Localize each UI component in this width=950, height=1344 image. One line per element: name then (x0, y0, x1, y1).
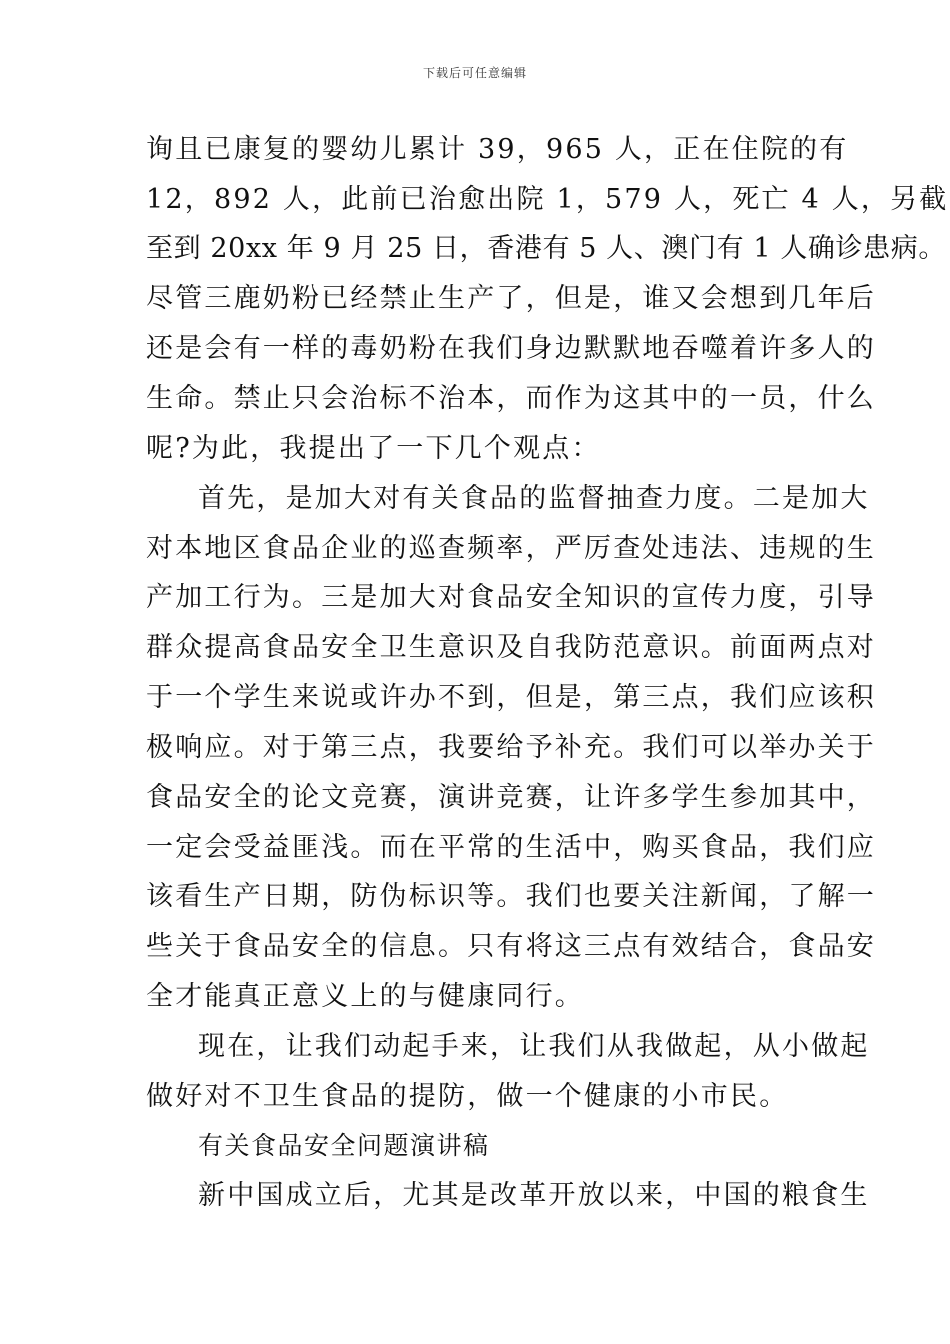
paragraph-first-line: 首先，是加大对有关食品的监督抽查力度。二是加大 (198, 483, 870, 514)
text-line: 该看生产日期，防伪标识等。我们也要关注新闻，了解一 (146, 881, 876, 912)
section-title: 有关食品安全问题演讲稿 (198, 1131, 490, 1160)
page-header-note: 下载后可任意编辑 (422, 66, 527, 80)
text-line: 全才能真正意义上的与健康同行。 (146, 981, 584, 1012)
text-line: 至到 20xx 年 9 月 25 日，香港有 5 人、澳门有 1 人确诊患病。 (146, 233, 946, 264)
text-line: 呢?为此，我提出了一下几个观点： (146, 433, 601, 464)
text-line: 询且已康复的婴幼儿累计 39，965 人，正在住院的有 (146, 134, 849, 165)
text-line: 做好对不卫生食品的提防，做一个健康的小市民。 (146, 1081, 789, 1112)
text-line: 群众提高食品安全卫生意识及自我防范意识。前面两点对 (146, 632, 876, 663)
text-line: 食品安全的论文竞赛，演讲竞赛，让许多学生参加其中， (146, 782, 876, 813)
paragraph-first-line: 新中国成立后，尤其是改革开放以来，中国的粮食生 (198, 1180, 870, 1211)
text-line: 一定会受益匪浅。而在平常的生活中，购买食品，我们应 (146, 832, 876, 863)
text-line: 些关于食品安全的信息。只有将这三点有效结合，食品安 (146, 931, 876, 962)
text-line: 极响应。对于第三点，我要给予补充。我们可以举办关于 (146, 732, 876, 763)
text-line: 对本地区食品企业的巡查频率，严厉查处违法、违规的生 (146, 533, 876, 564)
text-line: 尽管三鹿奶粉已经禁止生产了，但是，谁又会想到几年后 (146, 283, 876, 314)
text-line: 12，892 人，此前已治愈出院 1，579 人，死亡 4 人，另截 (146, 184, 949, 215)
text-line: 生命。禁止只会治标不治本，而作为这其中的一员，什么 (146, 383, 876, 414)
text-line: 产加工行为。三是加大对食品安全知识的宣传力度，引导 (146, 582, 876, 613)
paragraph-first-line: 现在，让我们动起手来，让我们从我做起，从小做起 (198, 1031, 870, 1062)
text-line: 还是会有一样的毒奶粉在我们身边默默地吞噬着许多人的 (146, 333, 876, 364)
text-line: 于一个学生来说或许办不到，但是，第三点，我们应该积 (146, 682, 876, 713)
